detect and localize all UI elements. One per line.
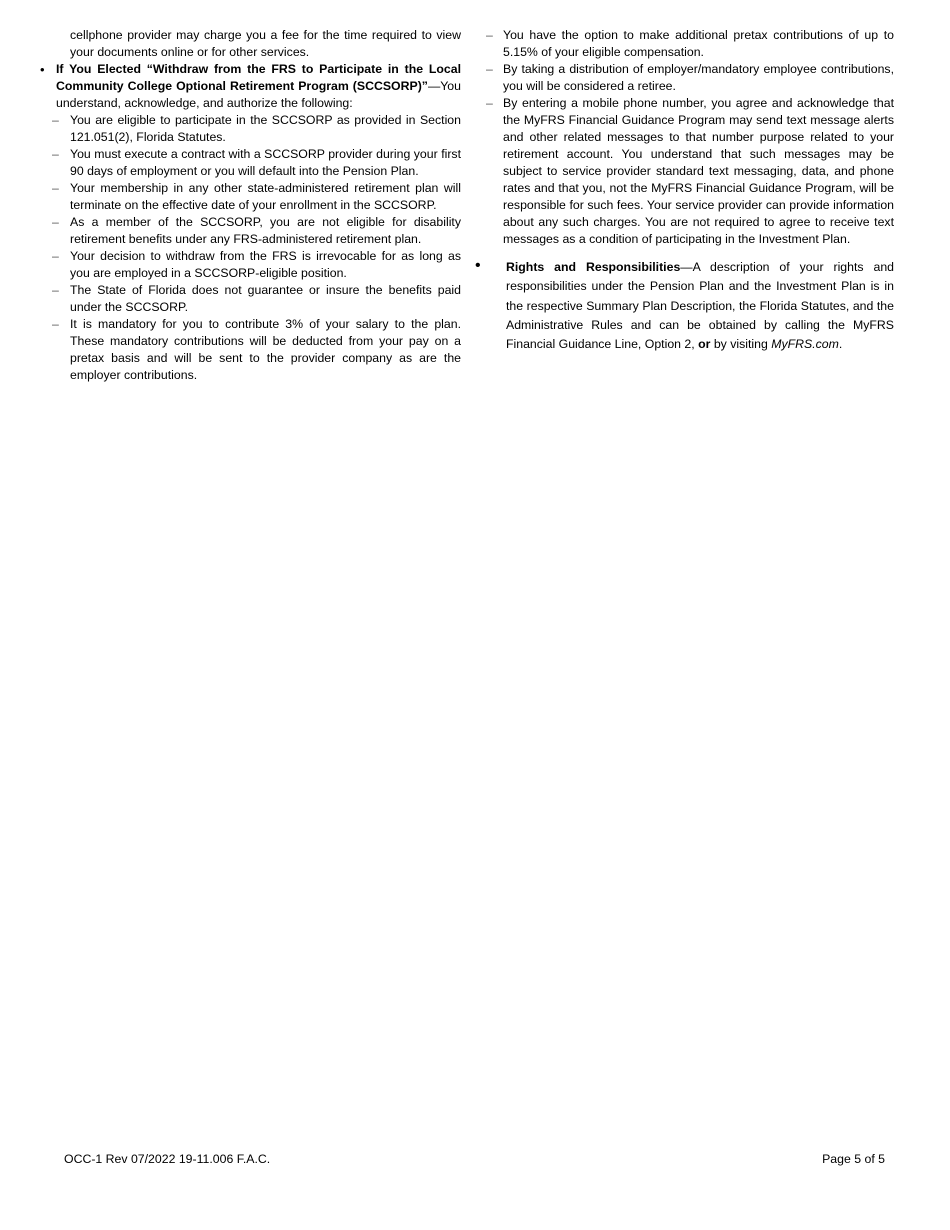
sccsorp-list (38, 112, 461, 384)
rights-section (474, 258, 894, 354)
dash-icon: – (52, 181, 59, 195)
dash-icon: – (52, 113, 59, 127)
website-reference: MyFRS.com (771, 337, 839, 352)
dash-icon: – (486, 62, 493, 76)
list-item: – You must execute a contract with a SCCSORP provider during your first 90 days of employment or you will default into the Pension Plan. (52, 147, 461, 178)
dash-icon: – (52, 283, 59, 297)
footer-page-number: Page 5 of 5 (822, 1152, 885, 1166)
dash-icon: – (52, 249, 59, 263)
list-item: – The State of Florida does not guarantee or insure the benefits paid under the SCCSORP. (52, 283, 461, 314)
investment-plan-list (474, 27, 894, 248)
list-item: – It is mandatory for you to contribute 3% of your salary to the plan. These mandatory contributions will be deducted from your pay on a pretax basis and will be sent to the provider company as are the employer contributions. (52, 317, 461, 382)
list-item: – You have the option to make additional pretax contributions of up to 5.15% of your eligible compensation. (486, 28, 894, 59)
bullet-icon: • (40, 62, 45, 77)
sccsorp-paragraph (56, 61, 461, 112)
footer-form-id: OCC-1 Rev 07/2022 19-11.006 F.A.C. (64, 1152, 271, 1166)
list-item: – As a member of the SCCSORP, you are not eligible for disability retirement benefits under any FRS-administered retirement plan. (52, 215, 461, 246)
rights-paragraph: Rights and Responsibilities—A description of your rights and responsibilities under the Pension Plan and the Investment Plan is in the respective Summary Plan Description, the Florida Statutes, and the Administrative Rules and can be obtained by calling the MyFRS Financial Guidance Line, Option 2, or by visiting MyFRS.com. (506, 260, 894, 352)
sccsorp-intro: —You understand, acknowledge, and authorize the following: (56, 79, 461, 110)
sccsorp-section (38, 61, 461, 112)
right-column (474, 27, 894, 354)
dash-icon: – (52, 317, 59, 331)
sccsorp-heading: If You Elected “Withdraw from the FRS to Participate in the Local Community College Optional Retirement Program (SCCSORP)” (56, 62, 461, 93)
list-item: – By taking a distribution of employer/mandatory employee contributions, you will be considered a retiree. (486, 62, 894, 93)
list-item: – Your membership in any other state-administered retirement plan will terminate on the effective date of your enrollment in the SCCSORP. (52, 181, 461, 212)
rights-heading: Rights and Responsibilities (506, 260, 681, 274)
list-item: – Your decision to withdraw from the FRS is irrevocable for as long as you are employed in a SCCSORP-eligible position. (52, 249, 461, 280)
list-item: – You are eligible to participate in the SCCSORP as provided in Section 121.051(2), Florida Statutes. (52, 113, 461, 144)
dash-icon: – (486, 28, 493, 42)
dash-icon: – (52, 147, 59, 161)
continuation-text: cellphone provider may charge you a fee for the time required to view your documents online or for other services. (70, 28, 461, 59)
left-column (38, 27, 461, 384)
dash-icon: – (486, 96, 493, 110)
list-item: – By entering a mobile phone number, you agree and acknowledge that the MyFRS Financial Guidance Program may send text message alerts and other related messages to that number purpose related to your retirement account. You understand that such messages may be subject to service provider standard text messaging, data, and phone rates and that you, not the MyFRS Financial Guidance Program, will be responsible for such fees. Your service provider can provide information about any such charges. You are not required to agree to receive text messages as a condition of participating in the Investment Plan. (486, 96, 894, 246)
dash-icon: – (52, 215, 59, 229)
bullet-icon: • (475, 257, 481, 274)
